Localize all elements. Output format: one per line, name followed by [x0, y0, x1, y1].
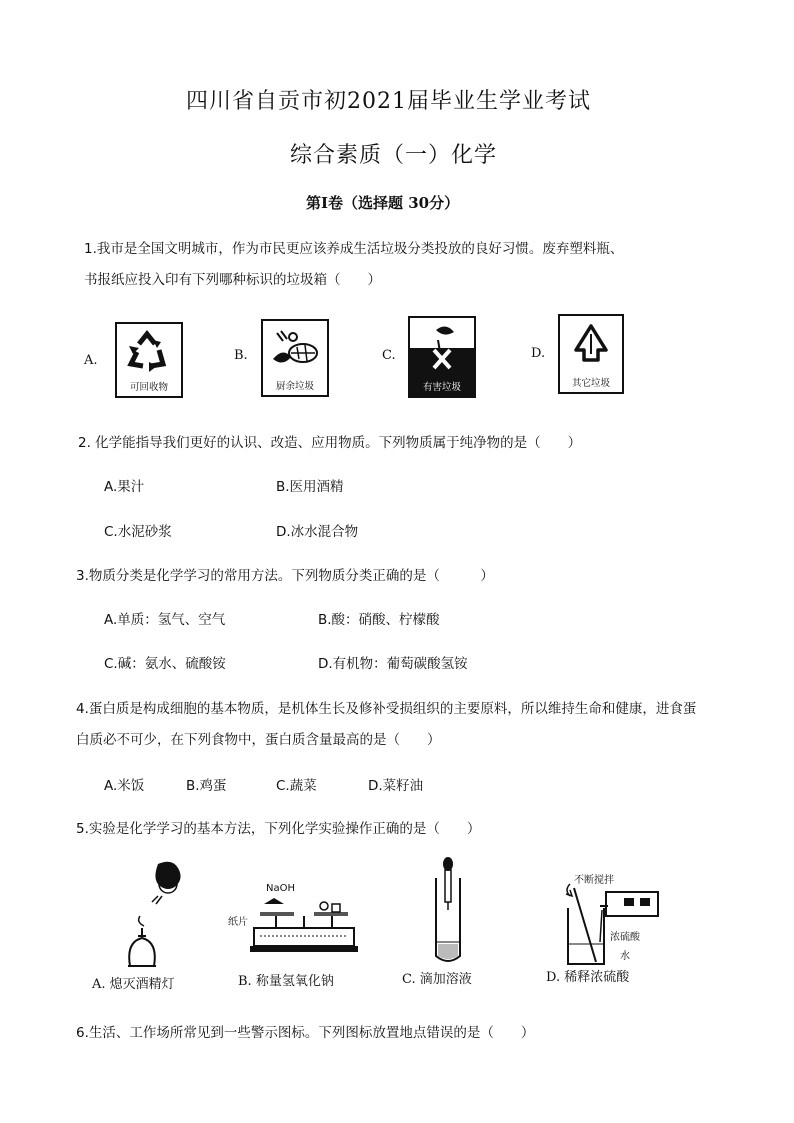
q5-water-label: 水	[620, 951, 630, 962]
q1-option-d-caption: 其它垃圾	[571, 378, 610, 389]
q4-stem-line1: 4.蛋白质是构成细胞的基本物质，是机体生长及修补受损组织的主要原料，所以维持生命和健康，进食蛋	[76, 701, 697, 717]
q1-option-c-caption: 有害垃圾	[422, 382, 461, 393]
q2-option-d: D.冰水混合物	[276, 524, 359, 540]
q1-stem-line2: 书报纸应投入印有下列哪种标识的垃圾箱（ ）	[84, 272, 381, 288]
q1-option-a-caption: 可回收物	[129, 382, 168, 393]
q5-paper-label: 纸片	[228, 917, 248, 928]
q1-option-b-caption: 厨余垃圾	[275, 381, 314, 392]
q3-option-b: B.酸：硝酸、柠檬酸	[318, 612, 440, 628]
q2-stem: 2. 化学能指导我们更好的认识、改造、应用物质。下列物质属于纯净物的是（ ）	[78, 435, 582, 451]
q5-stir-label: 不断搅拌	[574, 875, 614, 886]
recycle-icon	[117, 326, 181, 382]
dropper-figure	[426, 856, 470, 966]
dilution-figure	[560, 878, 670, 968]
q4-option-b: B.鸡蛋	[186, 778, 227, 794]
q1-option-a-letter: A.	[84, 353, 98, 368]
q1-option-c-letter: C.	[382, 348, 396, 363]
q6-stem: 6.生活、工作场所常见到一些警示图标。下列图标放置地点错误的是（ ）	[76, 1025, 535, 1041]
q1-stem-line1: 1.我市是全国文明城市，作为市民更应该养成生活垃圾分类投放的良好习惯。废弃塑料瓶、	[84, 241, 624, 257]
q3-option-d: D.有机物：葡萄碳酸氢铵	[318, 656, 468, 672]
q3-stem: 3.物质分类是化学学习的常用方法。下列物质分类正确的是（ ）	[76, 568, 494, 584]
q1-option-b-sign	[261, 319, 329, 397]
q1-option-a-sign	[115, 322, 183, 398]
q4-option-c: C.蔬菜	[276, 778, 317, 794]
q1-option-d-letter: D.	[531, 346, 546, 361]
q5-acid-label: 浓硫酸	[610, 932, 640, 943]
q5-option-b-caption: B. 称量氢氧化钠	[238, 974, 334, 989]
q4-option-a: A.米饭	[104, 778, 145, 794]
q3-option-c: C.碱：氨水、硫酸铵	[104, 656, 226, 672]
q1-option-b-letter: B.	[234, 348, 248, 363]
q2-option-c: C.水泥砂浆	[104, 524, 172, 540]
page-title: 四川省自贡市初2021届毕业生学业考试	[186, 89, 591, 114]
q4-option-d: D.菜籽油	[368, 778, 424, 794]
q3-option-a: A.单质：氢气、空气	[104, 612, 226, 628]
q5-stem: 5.实验是化学学习的基本方法，下列化学实验操作正确的是（ ）	[76, 821, 481, 837]
q4-stem-line2: 白质必不可少，在下列食物中，蛋白质含量最高的是（ ）	[76, 732, 441, 748]
q5-naoh-label: NaOH	[266, 883, 295, 894]
q2-option-b: B.医用酒精	[276, 479, 344, 495]
q5-option-a-caption: A. 熄灭酒精灯	[92, 977, 175, 992]
q5-option-c-caption: C. 滴加溶液	[402, 972, 472, 987]
other-waste-icon	[560, 320, 622, 376]
q2-option-a: A.果汁	[104, 479, 145, 495]
q1-option-c-sign	[408, 316, 476, 398]
alcohol-lamp-figure	[118, 856, 198, 974]
section-heading: 第I卷（选择题 30分）	[306, 194, 460, 212]
page-subtitle: 综合素质（一）化学	[290, 143, 498, 168]
food-waste-icon	[263, 323, 327, 379]
q5-option-d-caption: D. 稀释浓硫酸	[546, 970, 630, 985]
hazardous-icon	[410, 322, 474, 378]
balance-figure	[240, 894, 360, 964]
q1-option-d-sign	[558, 314, 624, 394]
